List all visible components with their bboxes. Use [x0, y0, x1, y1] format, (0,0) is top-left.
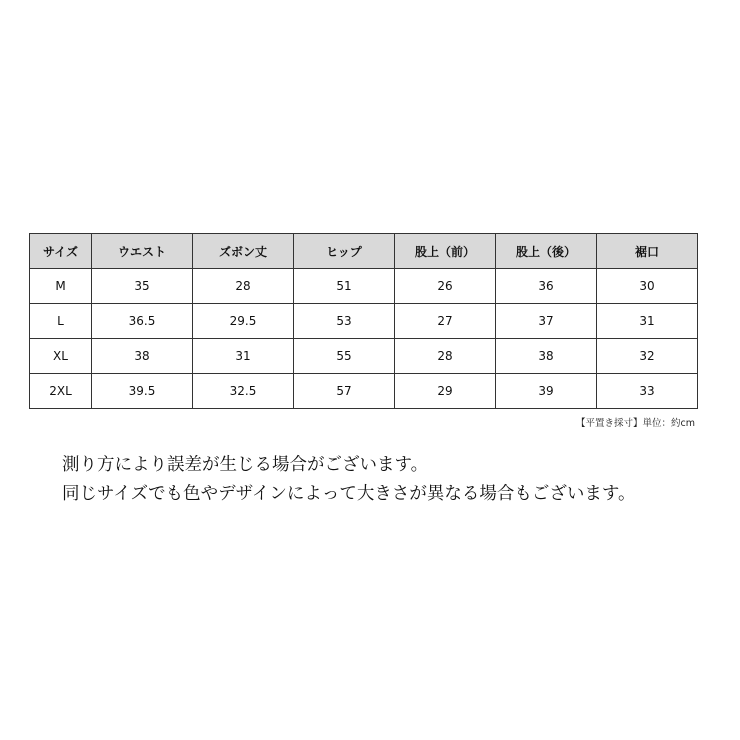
cell-pants-length: 29.5	[193, 304, 294, 339]
table-row	[30, 374, 698, 409]
cell-size: L	[30, 304, 92, 339]
measurement-note: 【平置き採寸】単位：約cm	[576, 418, 695, 429]
cell-size: XL	[30, 339, 92, 374]
cell-back-rise: 37	[496, 304, 597, 339]
header-back-rise: 股上（後）	[496, 234, 597, 269]
cell-hip: 53	[294, 304, 395, 339]
cell-hem-width: 32	[597, 339, 698, 374]
cell-hem-width: 31	[597, 304, 698, 339]
table-row	[30, 304, 698, 339]
cell-pants-length: 32.5	[193, 374, 294, 409]
cell-pants-length: 28	[193, 269, 294, 304]
table-header-row	[30, 234, 698, 269]
size-chart-table	[29, 233, 698, 409]
cell-back-rise: 36	[496, 269, 597, 304]
cell-hem-width: 33	[597, 374, 698, 409]
cell-waist: 38	[92, 339, 193, 374]
cell-back-rise: 39	[496, 374, 597, 409]
table-row	[30, 269, 698, 304]
header-front-rise: 股上（前）	[395, 234, 496, 269]
cell-front-rise: 28	[395, 339, 496, 374]
cell-waist: 36.5	[92, 304, 193, 339]
cell-hip: 57	[294, 374, 395, 409]
cell-waist: 35	[92, 269, 193, 304]
cell-hem-width: 30	[597, 269, 698, 304]
disclaimer-notes	[62, 451, 635, 509]
table-row	[30, 339, 698, 374]
header-hip: ヒップ	[294, 234, 395, 269]
cell-size: 2XL	[30, 374, 92, 409]
cell-back-rise: 38	[496, 339, 597, 374]
disclaimer-line-size-variation: 同じサイズでも色やデザインによって大きさが異なる場合もございます。	[62, 484, 636, 504]
cell-size: M	[30, 269, 92, 304]
cell-hip: 55	[294, 339, 395, 374]
cell-waist: 39.5	[92, 374, 193, 409]
cell-front-rise: 26	[395, 269, 496, 304]
cell-front-rise: 27	[395, 304, 496, 339]
header-waist: ウエスト	[92, 234, 193, 269]
cell-pants-length: 31	[193, 339, 294, 374]
header-size: サイズ	[30, 234, 92, 269]
header-hem-width: 裾口	[597, 234, 698, 269]
cell-front-rise: 29	[395, 374, 496, 409]
disclaimer-line-measurement-error: 測り方により誤差が生じる場合がございます。	[62, 455, 429, 475]
header-pants-length: ズボン丈	[193, 234, 294, 269]
cell-hip: 51	[294, 269, 395, 304]
